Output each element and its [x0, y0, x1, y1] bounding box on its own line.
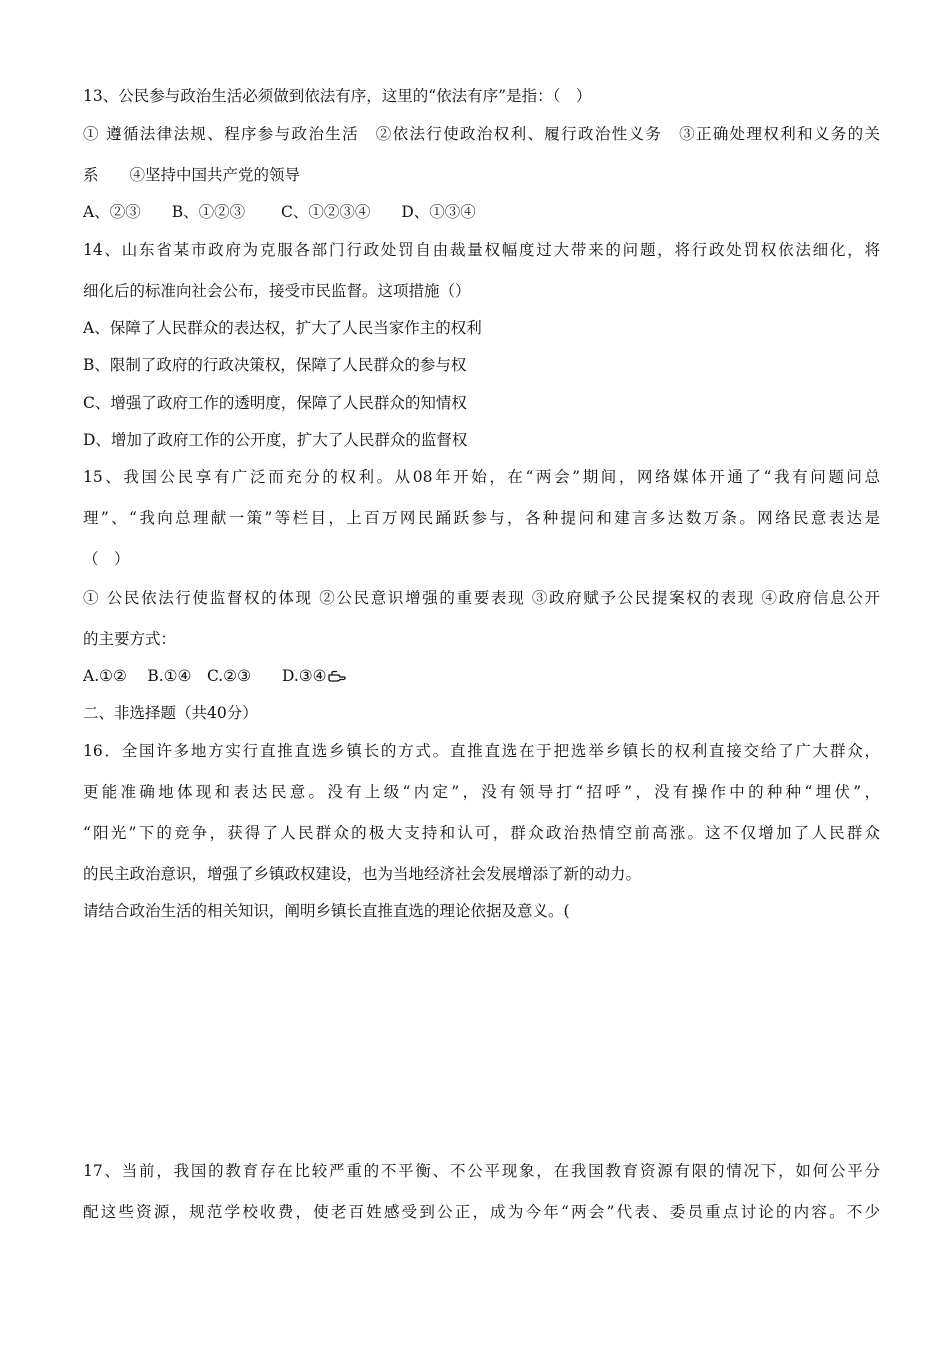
- q16-material-2: 更能准确地体现和表达民意。没有上级“内定”，没有领导打“招呼”，没有操作中的种种“埋伏”，: [83, 783, 880, 801]
- q17-material-1: 17、当前，我国的教育存在比较严重的不平衡、不公平现象，在我国教育资源有限的情况下，如何公平分: [83, 1162, 880, 1180]
- q13-options: A、②③ B、①②③ C、①②③④ D、①③④: [83, 203, 476, 221]
- hand-pointer-icon: [328, 667, 346, 687]
- q15-stem-2: 理”、“我向总理献一策”等栏目，上百万网民踊跃参与，各种提问和建言多达数万条。网络民意表达是: [83, 509, 880, 527]
- q14-stem-2: 细化后的标准向社会公布，接受市民监督。这项措施（）: [83, 282, 471, 300]
- q14-option-a: A、保障了人民群众的表达权，扩大了人民当家作主的权利: [83, 319, 482, 337]
- q13-statements-1: ① 遵循法律法规、程序参与政治生活 ②依法行使政治权利、履行政治性义务 ③正确处理权利和义务的关: [83, 125, 880, 143]
- q15-stem-1: 15、我国公民享有广泛而充分的权利。从08年开始，在“两会”期间，网络媒体开通了“我有问题问总: [83, 468, 880, 486]
- q15-options: [83, 666, 880, 687]
- q14-option-d: D、增加了政府工作的公开度，扩大了人民群众的监督权: [83, 431, 468, 449]
- q13-statements-2: 系 ④坚持中国共产党的领导: [83, 166, 301, 184]
- q15-options-text: A.①② B.①④ C.②③ D.③④: [83, 667, 327, 685]
- q14-option-c: C、增强了政府工作的透明度，保障了人民群众的知情权: [83, 394, 467, 412]
- q13-stem: 13、公民参与政治生活必须做到依法有序，这里的“依法有序”是指：（ ）: [83, 87, 592, 105]
- q16-question: 请结合政治生活的相关知识，阐明乡镇长直推直选的理论依据及意义。(: [83, 902, 570, 920]
- q16-material-4: 的民主政治意识，增强了乡镇政权建设，也为当地经济社会发展增添了新的动力。: [83, 865, 642, 883]
- q14-option-b: B、限制了政府的行政决策权，保障了人民群众的参与权: [83, 356, 467, 374]
- q15-statements-2: 的主要方式：: [83, 630, 177, 648]
- q15-statements-1: ① 公民依法行使监督权的体现 ②公民意识增强的重要表现 ③政府赋予公民提案权的表现 ④政府信息公开: [83, 589, 880, 607]
- q16-material-1: 16．全国许多地方实行直推直选乡镇长的方式。直推直选在于把选举乡镇长的权利直接交给了广大群众，: [83, 742, 880, 760]
- q14-stem-1: 14、山东省某市政府为克服各部门行政处罚自由裁量权幅度过大带来的问题，将行政处罚权依法细化，将: [83, 241, 880, 259]
- section-heading: 二、非选择题（共40分）: [83, 704, 258, 722]
- q16-material-3: “阳光”下的竞争，获得了人民群众的极大支持和认可，群众政治热情空前高涨。这不仅增加了人民群众: [83, 824, 880, 842]
- q17-material-2: 配这些资源，规范学校收费，使老百姓感受到公正，成为今年“两会”代表、委员重点讨论的内容。不少: [83, 1203, 880, 1221]
- q15-stem-3: （ ）: [83, 550, 130, 568]
